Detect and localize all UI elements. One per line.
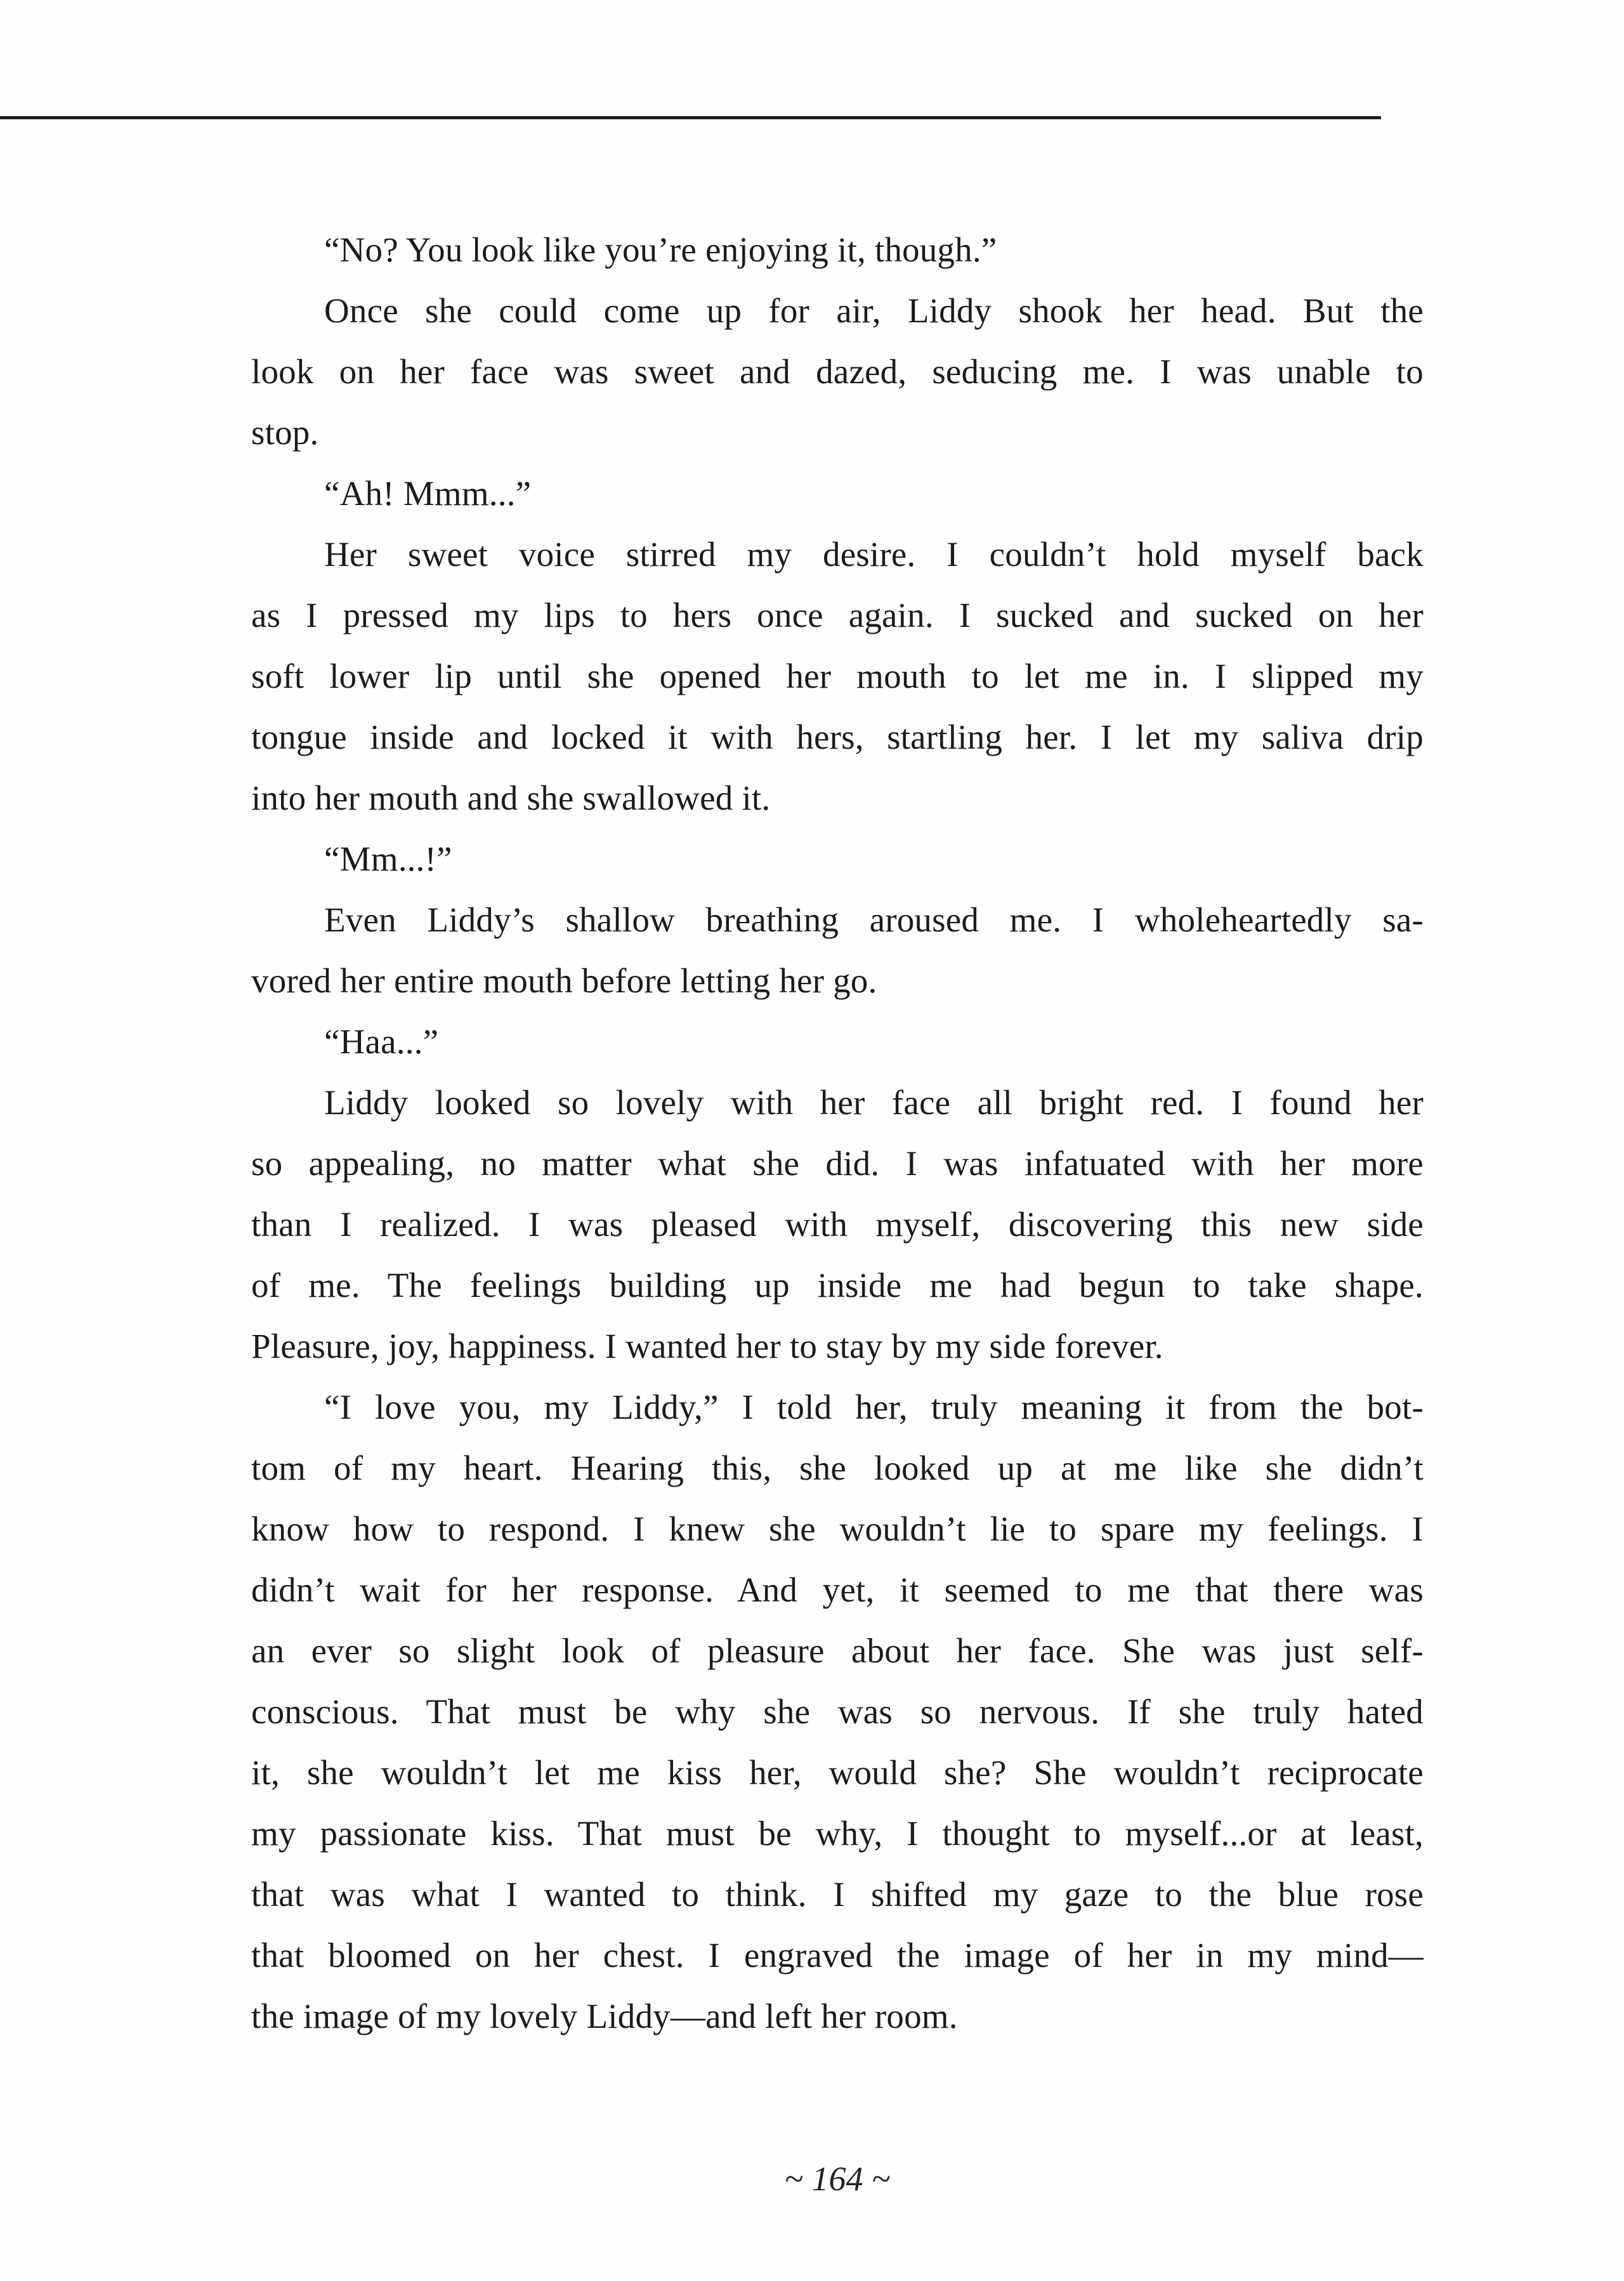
paragraph (251, 220, 1424, 280)
text-line: that was what I wanted to think. I shifted my gaze to the blue rose (251, 1875, 1424, 1914)
paragraph (251, 463, 1424, 524)
text-line: soft lower lip until she opened her mouth to let me in. I slipped my (251, 657, 1424, 695)
text-line: “Mm...!” (324, 839, 452, 878)
text-line: conscious. That must be why she was so nervous. If she truly hated (251, 1692, 1424, 1731)
text-line: vored her entire mouth before letting her go. (251, 961, 877, 1000)
text-line: my passionate kiss. That must be why, I thought to myself...or at least, (251, 1814, 1424, 1853)
text-line: so appealing, no matter what she did. I was infatuated with her more (251, 1144, 1424, 1183)
text-line: Pleasure, joy, happiness. I wanted her to stay by my side forever. (251, 1327, 1163, 1365)
text-line: into her mouth and she swallowed it. (251, 779, 771, 817)
text-line: the image of my lovely Liddy—and left her room. (251, 1997, 958, 2035)
text-line: “Ah! Mmm...” (324, 474, 532, 513)
text-line: of me. The feelings building up inside me had begun to take shape. (251, 1266, 1424, 1305)
body-text (251, 220, 1424, 2047)
paragraph (251, 280, 1424, 463)
paragraph (251, 890, 1424, 1011)
text-line: tom of my heart. Hearing this, she looked up at me like she didn’t (251, 1449, 1424, 1487)
text-line: that bloomed on her chest. I engraved the image of her in my mind— (251, 1936, 1424, 1975)
text-line: know how to respond. I knew she wouldn’t lie to spare my feelings. I (251, 1509, 1424, 1548)
text-line: “I love you, my Liddy,” I told her, truly meaning it from the bot- (324, 1388, 1424, 1426)
paragraph (251, 829, 1424, 890)
text-line: than I realized. I was pleased with myself, discovering this new side (251, 1205, 1424, 1244)
text-line: stop. (251, 413, 319, 452)
text-line: didn’t wait for her response. And yet, it seemed to me that there was (251, 1570, 1424, 1609)
text-line: Her sweet voice stirred my desire. I couldn’t hold myself back (324, 535, 1424, 574)
page-number: ~ 164 ~ (784, 2160, 891, 2198)
text-line: Even Liddy’s shallow breathing aroused me. I wholeheartedly sa- (324, 900, 1424, 939)
text-line: tongue inside and locked it with hers, startling her. I let my saliva drip (251, 718, 1424, 756)
paragraph (251, 1377, 1424, 2047)
text-line: “No? You look like you’re enjoying it, though.” (324, 230, 997, 269)
header-rule (0, 116, 1381, 119)
text-line: Once she could come up for air, Liddy shook her head. But the (324, 291, 1424, 330)
text-line: “Haa...” (324, 1022, 439, 1061)
text-line: look on her face was sweet and dazed, seducing me. I was unable to (251, 352, 1424, 391)
text-line: an ever so slight look of pleasure about her face. She was just self- (251, 1631, 1424, 1670)
paragraph (251, 1011, 1424, 1072)
text-line: as I pressed my lips to hers once again. I sucked and sucked on her (251, 596, 1424, 634)
paragraph (251, 1072, 1424, 1377)
text-line: it, she wouldn’t let me kiss her, would she? She wouldn’t reciprocate (251, 1753, 1424, 1792)
paragraph (251, 524, 1424, 829)
text-line: Liddy looked so lovely with her face all bright red. I found her (324, 1083, 1424, 1122)
